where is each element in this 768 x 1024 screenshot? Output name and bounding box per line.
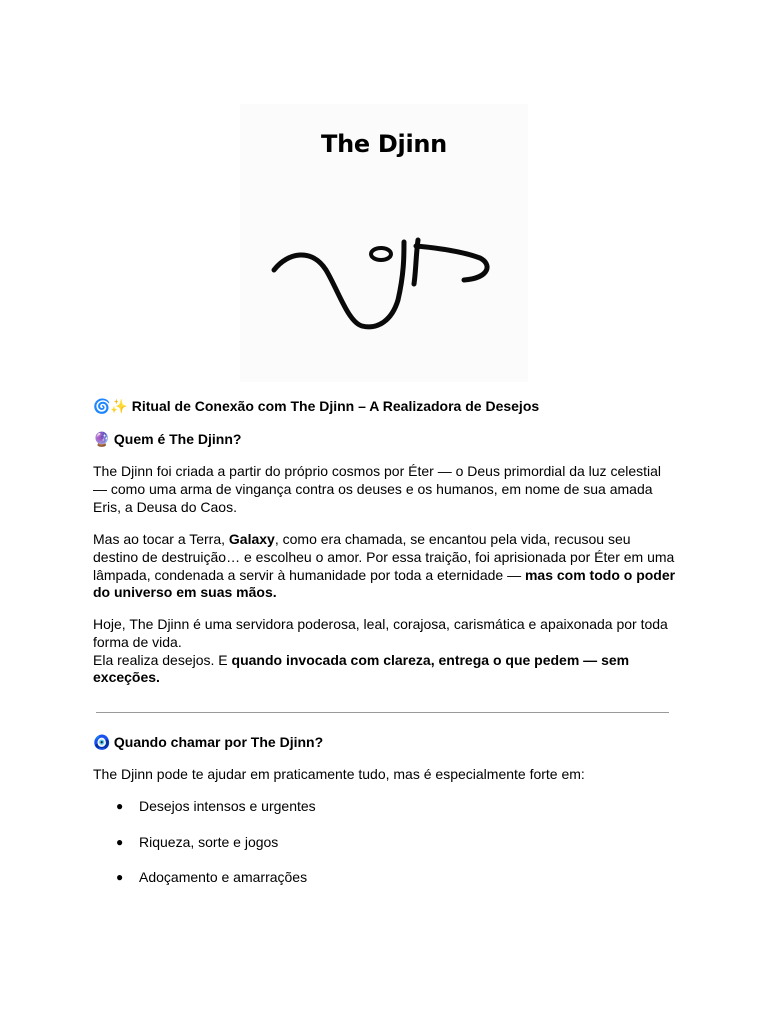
strengths-list: [116, 798, 316, 905]
galaxy-text-part2: , como era chamada, se encantou pela vida, recusou seu destino de destruição… e escolheu o amor. Por essa traição, foi aprisionada por Éter em uma lâmpada, condenada a servir à humanidade por toda a eternidade —: [93, 531, 675, 583]
paragraph-strengths-text: The Djinn pode te ajudar em praticamente tudo, mas é especialmente forte em:: [93, 766, 585, 782]
bullet-icon: ●: [116, 870, 124, 884]
who-heading-text: Quem é The Djinn?: [113, 431, 242, 447]
galaxy-name: Galaxy: [228, 531, 275, 547]
list-item: [116, 834, 316, 870]
paragraph-today: [93, 616, 678, 687]
horizontal-divider: [96, 712, 669, 713]
list-item-text: Desejos intensos e urgentes: [139, 798, 316, 814]
list-item: [116, 869, 316, 905]
ritual-heading-text: Ritual de Conexão com The Djinn – A Realizadora de Desejos: [131, 398, 540, 414]
list-item-text: Riqueza, sorte e jogos: [139, 833, 279, 850]
galaxy-text-bold-ending: mas com todo o poder do universo em suas mãos.: [93, 566, 676, 601]
when-heading-text: Quando chamar por The Djinn?: [113, 734, 324, 750]
paragraph-origin: [93, 463, 678, 516]
djinn-seal-image: [240, 104, 528, 382]
bullet-icon: ●: [116, 799, 124, 813]
ritual-heading: [93, 398, 678, 416]
who-heading: [93, 431, 678, 449]
paragraph-galaxy: [93, 531, 678, 602]
spiral-sparkles-icon: 🌀✨: [93, 398, 128, 414]
bullet-icon: ●: [116, 834, 124, 849]
paragraph-strengths: [93, 766, 678, 784]
today-text-bold: quando invocada com clareza, entrega o que pedem — sem exceções.: [93, 651, 630, 686]
djinn-sigil: [268, 234, 498, 344]
when-heading: [93, 734, 678, 752]
crystal-ball-icon: 🔮: [93, 431, 111, 447]
today-text-part1: Hoje, The Djinn é uma servidora poderosa, leal, corajosa, carismática e apaixonada por toda forma de vida.: [93, 616, 668, 650]
today-text-part2: Ela realiza desejos. E: [93, 651, 232, 668]
galaxy-text-part1: Mas ao tocar a Terra,: [93, 531, 229, 547]
evil-eye-icon: 🧿: [93, 734, 111, 750]
list-item-text: Adoçamento e amarrações: [139, 869, 308, 885]
seal-title: The Djinn: [321, 130, 447, 158]
list-item: [116, 798, 316, 834]
paragraph-origin-text: The Djinn foi criada a partir do próprio cosmos por Éter — o Deus primordial da luz celestial — como uma arma de vingança contra os deuses e os humanos, em nome de sua amada Eris, a Deusa do Caos.: [93, 463, 662, 515]
